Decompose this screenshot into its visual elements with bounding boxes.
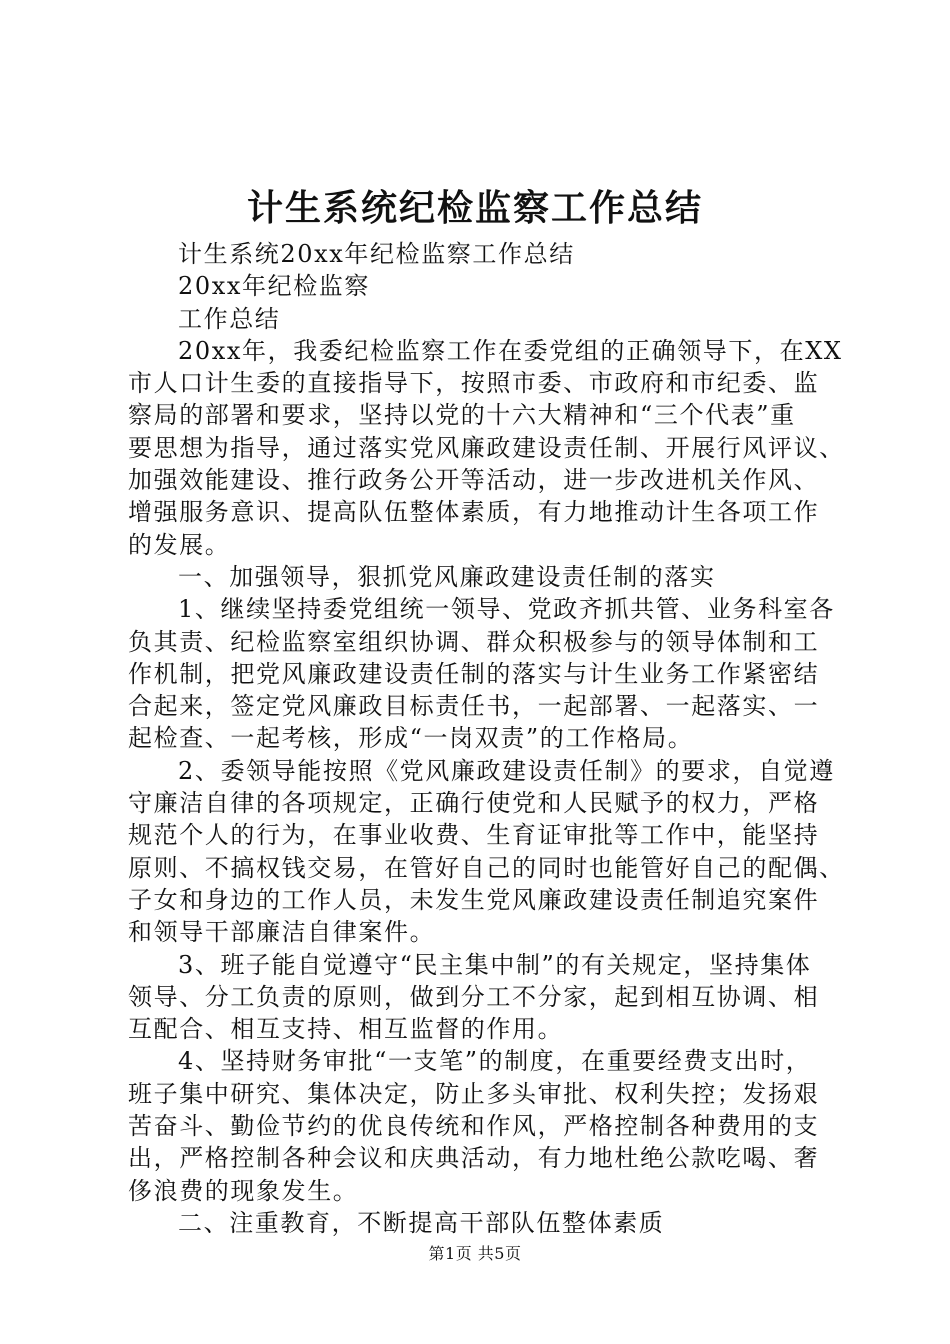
text-line: 原则、不搞权钱交易，在管好自己的同时也能管好自己的配偶、 bbox=[128, 853, 845, 882]
text-line: 苦奋斗、勤俭节约的优良传统和作风，严格控制各种费用的支 bbox=[128, 1112, 820, 1141]
text-line: 合起来，签定党风廉政目标责任书，一起部署、一起落实、一 bbox=[128, 692, 820, 721]
text-line: 20xx年纪检监察 bbox=[178, 272, 371, 301]
text-line: 的发展。 bbox=[128, 530, 231, 559]
text-line: 4、坚持财务审批“一支笔”的制度，在重要经费支出时， bbox=[178, 1047, 812, 1076]
document-title: 计生系统纪检监察工作总结 bbox=[246, 188, 703, 229]
text-line: 察局的部署和要求，坚持以党的十六大精神和“三个代表”重 bbox=[128, 401, 796, 430]
text-line: 出，严格控制各种会议和庆典活动，有力地杜绝公款吃喝、奢 bbox=[128, 1144, 820, 1173]
text-line: 作机制，把党风廉政建设责任制的落实与计生业务工作紧密结 bbox=[128, 659, 820, 688]
text-line: 子女和身边的工作人员，未发生党风廉政建设责任制追究案件 bbox=[128, 885, 820, 914]
text-line: 侈浪费的现象发生。 bbox=[128, 1176, 359, 1205]
text-line: 3、班子能自觉遵守“民主集中制”的有关规定，坚持集体 bbox=[178, 950, 812, 979]
text-line: 负其责、纪检监察室组织协调、群众积极参与的领导体制和工 bbox=[128, 627, 820, 656]
text-line: 起检查、一起考核，形成“一岗双责”的工作格局。 bbox=[128, 724, 694, 753]
text-line: 要思想为指导，通过落实党风廉政建设责任制、开展行风评议、 bbox=[128, 433, 845, 462]
document-body bbox=[128, 238, 845, 1239]
text-line: 加强效能建设、推行政务公开等活动，进一步改进机关作风、 bbox=[128, 466, 820, 495]
page-footer: 第1页 共5页 bbox=[428, 1244, 522, 1263]
text-line: 班子集中研究、集体决定，防止多头审批、权利失控；发扬艰 bbox=[128, 1079, 820, 1108]
text-line: 互配合、相互支持、相互监督的作用。 bbox=[128, 1015, 564, 1044]
text-line: 守廉洁自律的各项规定，正确行使党和人民赋予的权力，严格 bbox=[128, 789, 820, 818]
text-line: 增强服务意识、提高队伍整体素质，有力地推动计生各项工作 bbox=[128, 498, 820, 527]
text-line: 计生系统20xx年纪检监察工作总结 bbox=[178, 240, 575, 268]
text-line: 二、注重教育，不断提高干部队伍整体素质 bbox=[178, 1208, 665, 1237]
text-line: 1、继续坚持委党组统一领导、党政齐抓共管、业务科室各 bbox=[178, 595, 835, 624]
text-line: 20xx年，我委纪检监察工作在委党组的正确领导下，在XX bbox=[178, 336, 843, 365]
text-line: 2、委领导能按照《党风廉政建设责任制》的要求，自觉遵 bbox=[178, 756, 835, 785]
text-line: 规范个人的行为，在事业收费、生育证审批等工作中，能坚持 bbox=[128, 821, 820, 850]
text-line: 市人口计生委的直接指导下，按照市委、市政府和市纪委、监 bbox=[128, 369, 820, 398]
text-line: 领导、分工负责的原则，做到分工不分家，起到相互协调、相 bbox=[128, 982, 820, 1011]
text-line: 和领导干部廉洁自律案件。 bbox=[128, 918, 436, 947]
text-line: 工作总结 bbox=[178, 304, 281, 333]
text-line: 一、加强领导，狠抓党风廉政建设责任制的落实 bbox=[178, 562, 716, 591]
